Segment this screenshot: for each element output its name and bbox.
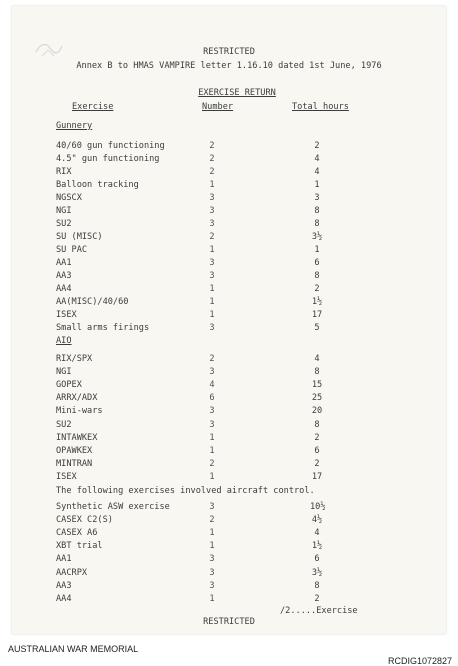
archive-footer	[0, 640, 458, 666]
exercise-number: 1	[209, 297, 215, 307]
exercise-total-hours: 10½	[310, 502, 326, 512]
exercise-number: 3	[209, 258, 215, 268]
table-row	[12, 502, 446, 513]
exercise-total-hours: 8	[314, 206, 320, 216]
exercise-total-hours: 3	[314, 193, 320, 203]
exercise-total-hours: 20	[311, 406, 323, 417]
exercise-name: SU2	[56, 419, 72, 430]
column-header-total-hours: Total hours	[292, 102, 349, 112]
table-row	[12, 323, 446, 334]
exercise-number: 2	[209, 515, 215, 526]
exercise-name: SU (MISC)	[56, 232, 103, 242]
exercise-total-hours: 2	[314, 593, 320, 604]
exercise-total-hours: 4	[314, 167, 320, 177]
exercise-name: ARRX/ADX	[56, 393, 98, 404]
continuation-note: /2.....Exercise	[280, 606, 358, 616]
institution-name: AUSTRALIAN WAR MEMORIAL	[8, 644, 139, 654]
item-reference: RCDIG1072827	[387, 656, 452, 666]
column-header-number: Number	[202, 102, 234, 112]
exercise-number: 1	[209, 528, 215, 539]
exercise-total-hours: 2	[314, 284, 320, 294]
exercise-name: AA3	[56, 271, 72, 281]
exercise-total-hours: 4	[314, 354, 320, 364]
exercise-number: 3	[209, 406, 215, 417]
table-row	[12, 528, 446, 539]
table-row	[12, 406, 446, 417]
exercise-name: 4.5" gun functioning	[56, 154, 160, 164]
exercise-name: MINTRAN	[56, 458, 93, 469]
exercise-number: 6	[209, 393, 215, 404]
table-row	[12, 193, 446, 204]
table-row	[12, 180, 446, 191]
table-row	[12, 433, 446, 444]
exercise-name: ISEX	[56, 310, 77, 320]
exercise-name: CASEX A6	[56, 528, 98, 539]
exercise-total-hours: 1	[314, 180, 320, 190]
exercise-number: 3	[209, 502, 215, 512]
exercise-name: NGI	[56, 367, 72, 378]
exercise-number: 2	[209, 458, 215, 469]
exercise-name: SU PAC	[56, 245, 88, 255]
exercise-number: 3	[209, 193, 215, 203]
exercise-number: 3	[209, 367, 215, 378]
exercise-number: 1	[209, 445, 215, 456]
exercise-total-hours: 8	[314, 271, 320, 281]
exercise-total-hours: 2	[314, 141, 320, 151]
column-header-exercise: Exercise	[72, 102, 114, 112]
aircraft-control-note: The following exercises involved aircraft control.	[56, 486, 315, 496]
exercise-number: 3	[209, 323, 215, 333]
exercise-total-hours: 8	[314, 419, 320, 430]
table-row	[12, 167, 446, 178]
exercise-name: CASEX C2(S)	[56, 515, 113, 526]
exercise-total-hours: 1	[314, 245, 320, 255]
exercise-number: 1	[209, 180, 215, 190]
exercise-total-hours: 4	[314, 154, 320, 164]
exercise-number: 3	[209, 219, 215, 229]
table-row	[12, 554, 446, 565]
annex-reference: Annex B to HMAS VAMPIRE letter 1.16.10 dated 1st June, 1976	[76, 61, 382, 71]
table-row	[12, 154, 446, 165]
table-row	[12, 271, 446, 282]
exercise-total-hours: 17	[311, 310, 323, 320]
exercise-total-hours: 8	[314, 580, 320, 591]
table-row	[12, 141, 446, 152]
table-row	[12, 219, 446, 230]
exercise-number: 2	[209, 141, 215, 151]
exercise-number: 1	[209, 432, 215, 443]
exercise-name: 40/60 gun functioning	[56, 141, 165, 151]
exercise-number: 1	[209, 245, 215, 255]
exercise-number: 4	[209, 380, 215, 391]
exercise-name: NGI	[56, 206, 72, 216]
exercise-number: 3	[209, 206, 215, 216]
exercise-name: AA3	[56, 580, 72, 591]
table-row	[12, 354, 446, 365]
table-row	[12, 472, 446, 483]
classification-header: RESTRICTED	[203, 47, 255, 57]
exercise-total-hours: 5	[314, 323, 320, 333]
table-row	[12, 459, 446, 470]
table-row	[12, 206, 446, 217]
exercise-total-hours: 1½	[311, 297, 323, 307]
exercise-number: 3	[209, 554, 215, 565]
table-row	[12, 367, 446, 378]
table-row	[12, 245, 446, 256]
exercise-total-hours: 6	[314, 445, 320, 456]
exercise-number: 1	[209, 541, 215, 552]
exercise-total-hours: 8	[314, 219, 320, 229]
document-title: EXERCISE RETURN	[198, 88, 276, 98]
table-row	[12, 297, 446, 308]
exercise-name: AACRPX	[56, 567, 88, 578]
exercise-total-hours: 4	[314, 528, 320, 539]
exercise-total-hours: 25	[311, 393, 323, 404]
exercise-total-hours: 8	[314, 367, 320, 378]
table-row	[12, 380, 446, 391]
exercise-name: AA4	[56, 284, 72, 294]
exercise-number: 3	[209, 419, 215, 430]
table-row	[12, 393, 446, 404]
section-heading-aio: AIO	[56, 336, 72, 346]
section-heading-gunnery: Gunnery	[56, 121, 93, 131]
table-row	[12, 594, 446, 605]
exercise-name: AA1	[56, 258, 72, 268]
exercise-total-hours: 17	[311, 471, 323, 482]
exercise-name: OPAWKEX	[56, 445, 93, 456]
exercise-total-hours: 3½	[311, 232, 323, 242]
exercise-total-hours: 1½	[311, 541, 323, 552]
exercise-name: Synthetic ASW exercise	[56, 502, 170, 512]
exercise-name: SU2	[56, 219, 72, 229]
exercise-name: RIX	[56, 167, 72, 177]
exercise-number: 2	[209, 354, 215, 364]
exercise-name: NGSCX	[56, 193, 82, 203]
exercise-total-hours: 6	[314, 554, 320, 565]
exercise-number: 1	[209, 284, 215, 294]
exercise-number: 1	[209, 310, 215, 320]
table-row	[12, 310, 446, 321]
exercise-name: RIX/SPX	[56, 354, 93, 364]
exercise-number: 3	[209, 567, 215, 578]
exercise-name: INTAWKEX	[56, 432, 98, 443]
table-row	[12, 420, 446, 431]
table-row	[12, 568, 446, 579]
exercise-number: 2	[209, 154, 215, 164]
exercise-total-hours: 2	[314, 458, 320, 469]
exercise-name: AA1	[56, 554, 72, 565]
exercise-number: 3	[209, 580, 215, 591]
table-row	[12, 258, 446, 269]
exercise-number: 1	[209, 471, 215, 482]
table-row	[12, 284, 446, 295]
exercise-number: 2	[209, 167, 215, 177]
table-row	[12, 232, 446, 243]
exercise-name: Balloon tracking	[56, 180, 139, 190]
table-row	[12, 446, 446, 457]
exercise-name: ISEX	[56, 471, 77, 482]
exercise-name: AA(MISC)/40/60	[56, 297, 129, 307]
document-page	[12, 6, 446, 634]
classification-footer: RESTRICTED	[203, 617, 255, 627]
exercise-total-hours: 3½	[311, 567, 323, 578]
table-row	[12, 515, 446, 526]
exercise-number: 2	[209, 232, 215, 242]
exercise-name: AA4	[56, 593, 72, 604]
exercise-number: 3	[209, 271, 215, 281]
exercise-name: Small arms firings	[56, 323, 150, 333]
exercise-name: GOPEX	[56, 380, 82, 391]
exercise-total-hours: 4½	[311, 515, 323, 526]
exercise-name: Mini-wars	[56, 406, 103, 417]
table-row	[12, 541, 446, 552]
exercise-name: XBT trial	[56, 541, 103, 552]
exercise-total-hours: 2	[314, 432, 320, 443]
exercise-total-hours: 15	[311, 380, 323, 391]
table-row	[12, 581, 446, 592]
exercise-total-hours: 6	[314, 258, 320, 268]
exercise-number: 1	[209, 593, 215, 604]
